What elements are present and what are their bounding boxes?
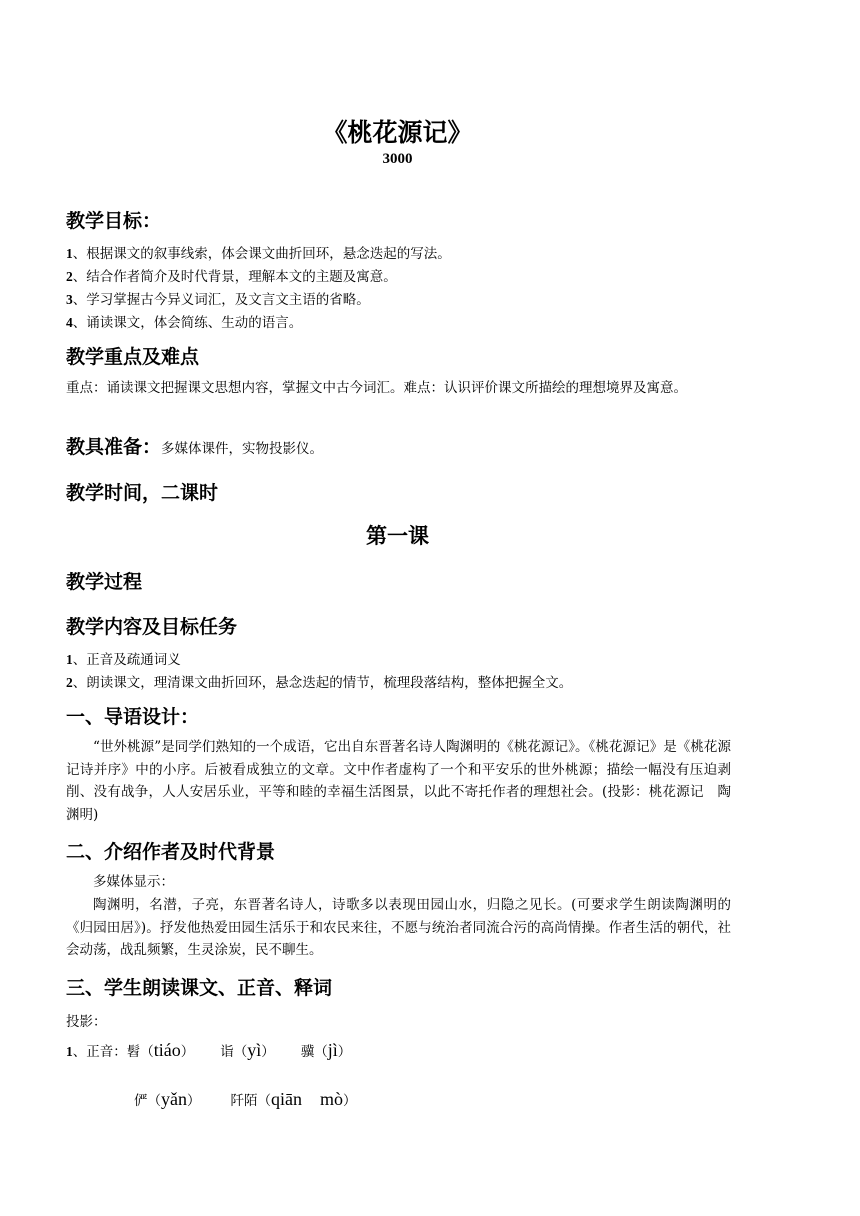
pinyin-entry: 诣（yì） xyxy=(220,1040,275,1060)
section3-label: 投影： xyxy=(66,1014,107,1030)
goal-item: 2、结合作者简介及时代背景，理解本文的主题及寓意。 xyxy=(66,269,397,285)
page-title: 《桃花源记》 xyxy=(322,118,473,147)
content-heading: 教学内容及目标任务 xyxy=(66,616,238,638)
goal-item: 4、诵读课文，体会简练、生动的语言。 xyxy=(66,315,303,331)
section3-heading: 三、学生朗读课文、正音、释词 xyxy=(66,977,333,999)
tools-text: 多媒体课件，实物投影仪。 xyxy=(161,441,324,457)
section2-heading: 二、介绍作者及时代背景 xyxy=(66,841,276,863)
content-item: 1、正音及疏通词义 xyxy=(66,652,181,668)
time-heading: 教学时间，二课时 xyxy=(66,482,219,504)
keypoints-heading: 教学重点及难点 xyxy=(66,346,200,368)
pinyin-entry: 俨（yǎn） xyxy=(134,1089,201,1109)
goals-heading: 教学目标： xyxy=(66,210,162,232)
page-subtitle: 3000 xyxy=(382,151,413,167)
section2-text: 陶渊明，名潜，子亮，东晋著名诗人，诗歌多以表现田园山水，归隐之见长。(可要求学生朗读陶渊明的《归园田居》)。抒发他热爱田园生活乐于和农民来往，不愿与统治者同流合污的高尚情操。作者生活的朝代，社会动荡，战乱频繁，生灵涂炭，民不聊生。 xyxy=(66,897,731,958)
pinyin-entry: 阡陌（qiān mò） xyxy=(230,1089,357,1109)
lesson-heading: 第一课 xyxy=(366,524,429,548)
process-heading: 教学过程 xyxy=(66,571,143,593)
goal-item: 1、根据课文的叙事线索，体会课文曲折回环，悬念迭起的写法。 xyxy=(66,246,451,262)
goal-item: 3、学习掌握古今异义词汇，及文言文主语的省略。 xyxy=(66,292,370,308)
section1-heading: 一、导语设计： xyxy=(66,706,200,728)
tools-heading: 教具准备： xyxy=(66,436,162,458)
section2-label: 多媒体显示： xyxy=(93,874,174,890)
keypoints-text: 重点：诵读课文把握课文思想内容，掌握文中古今词汇。难点：认识评价课文所描绘的理想境界及寓意。 xyxy=(66,380,687,396)
section1-text: “世外桃源”是同学们熟知的一个成语，它出自东晋著名诗人陶渊明的《桃花源记》。《桃花源记》是《桃花源记诗并序》中的小序。后被看成独立的文章。文中作者虚构了一个和平安乐的世外桃源；描绘一幅没有压迫剥削、没有战争，人人安居乐业，平等和睦的幸福生活图景，以此不寄托作者的理想社会。(投影：桃花源记 陶渊明) xyxy=(66,739,731,823)
pinyin-row: 1、正音：髫（tiáo） 诣（yì） 骥（jì） xyxy=(66,1040,352,1060)
pinyin-row xyxy=(134,1085,357,1111)
tools-line xyxy=(66,432,323,459)
pinyin-entry: 髫（tiáo） xyxy=(126,1040,195,1060)
content-item: 2、朗读课文，理清课文曲折回环，悬念迭起的情节，梳理段落结构，整体把握全文。 xyxy=(66,675,573,691)
pinyin-entry: 骥（jì） xyxy=(300,1040,352,1060)
